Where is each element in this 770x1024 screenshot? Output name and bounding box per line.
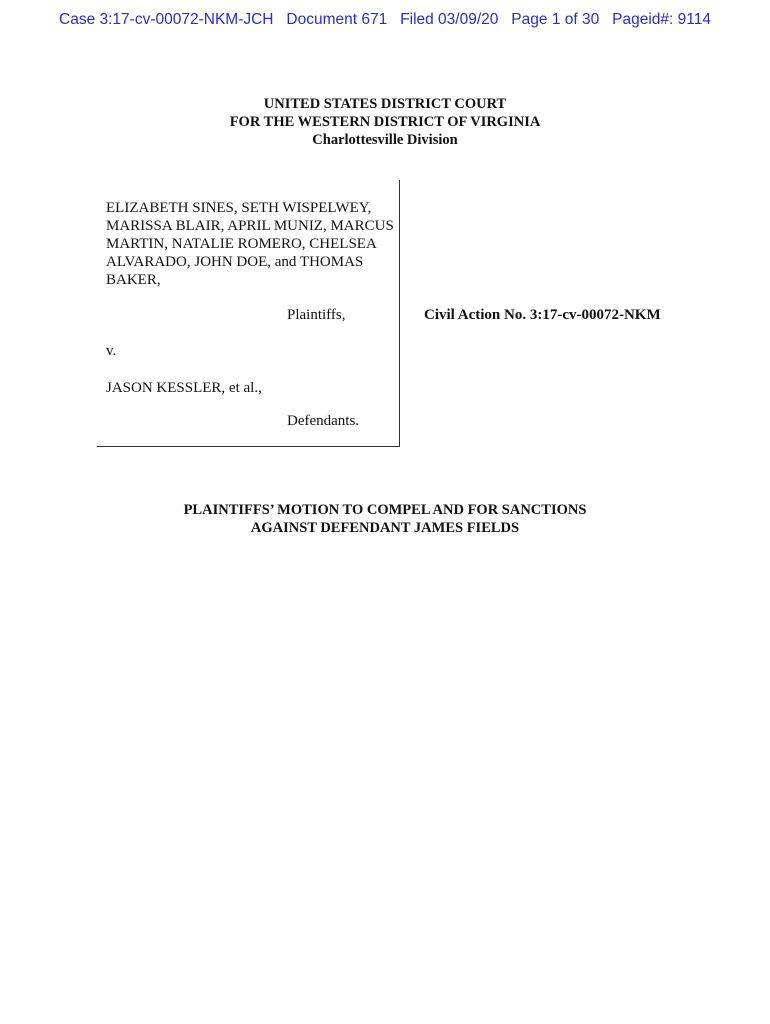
plaintiff-line: MARTIN, NATALIE ROMERO, CHELSEA <box>106 236 377 252</box>
plaintiff-line: ELIZABETH SINES, SETH WISPELWEY, <box>106 200 372 216</box>
court-district: FOR THE WESTERN DISTRICT OF VIRGINIA <box>229 114 541 130</box>
versus-label: v. <box>106 343 117 359</box>
civil-action-number: Civil Action No. 3:17-cv-00072-NKM <box>424 307 661 323</box>
motion-title <box>0 501 770 537</box>
court-heading <box>0 95 770 149</box>
defendants-label: Defendants. <box>287 413 360 429</box>
plaintiff-line: ALVARADO, JOHN DOE, and THOMAS <box>106 254 364 270</box>
court-name: UNITED STATES DISTRICT COURT <box>263 96 507 112</box>
court-division: Charlottesville Division <box>312 132 458 148</box>
filing-header-stamp: Case 3:17-cv-00072-NKM-JCH Document 671 Filed 03/09/20 Page 1 of 30 Pageid#: 9114 <box>59 11 711 28</box>
plaintiffs-label: Plaintiffs, <box>287 307 346 323</box>
motion-title-line: PLAINTIFFS’ MOTION TO COMPEL AND FOR SANCTIONS <box>183 502 587 518</box>
motion-title-line: AGAINST DEFENDANT JAMES FIELDS <box>250 520 520 536</box>
plaintiff-line: MARISSA BLAIR, APRIL MUNIZ, MARCUS <box>106 218 394 234</box>
plaintiff-names <box>106 199 398 289</box>
plaintiff-line: BAKER, <box>106 272 161 288</box>
defendant-name: JASON KESSLER, et al., <box>106 380 262 396</box>
